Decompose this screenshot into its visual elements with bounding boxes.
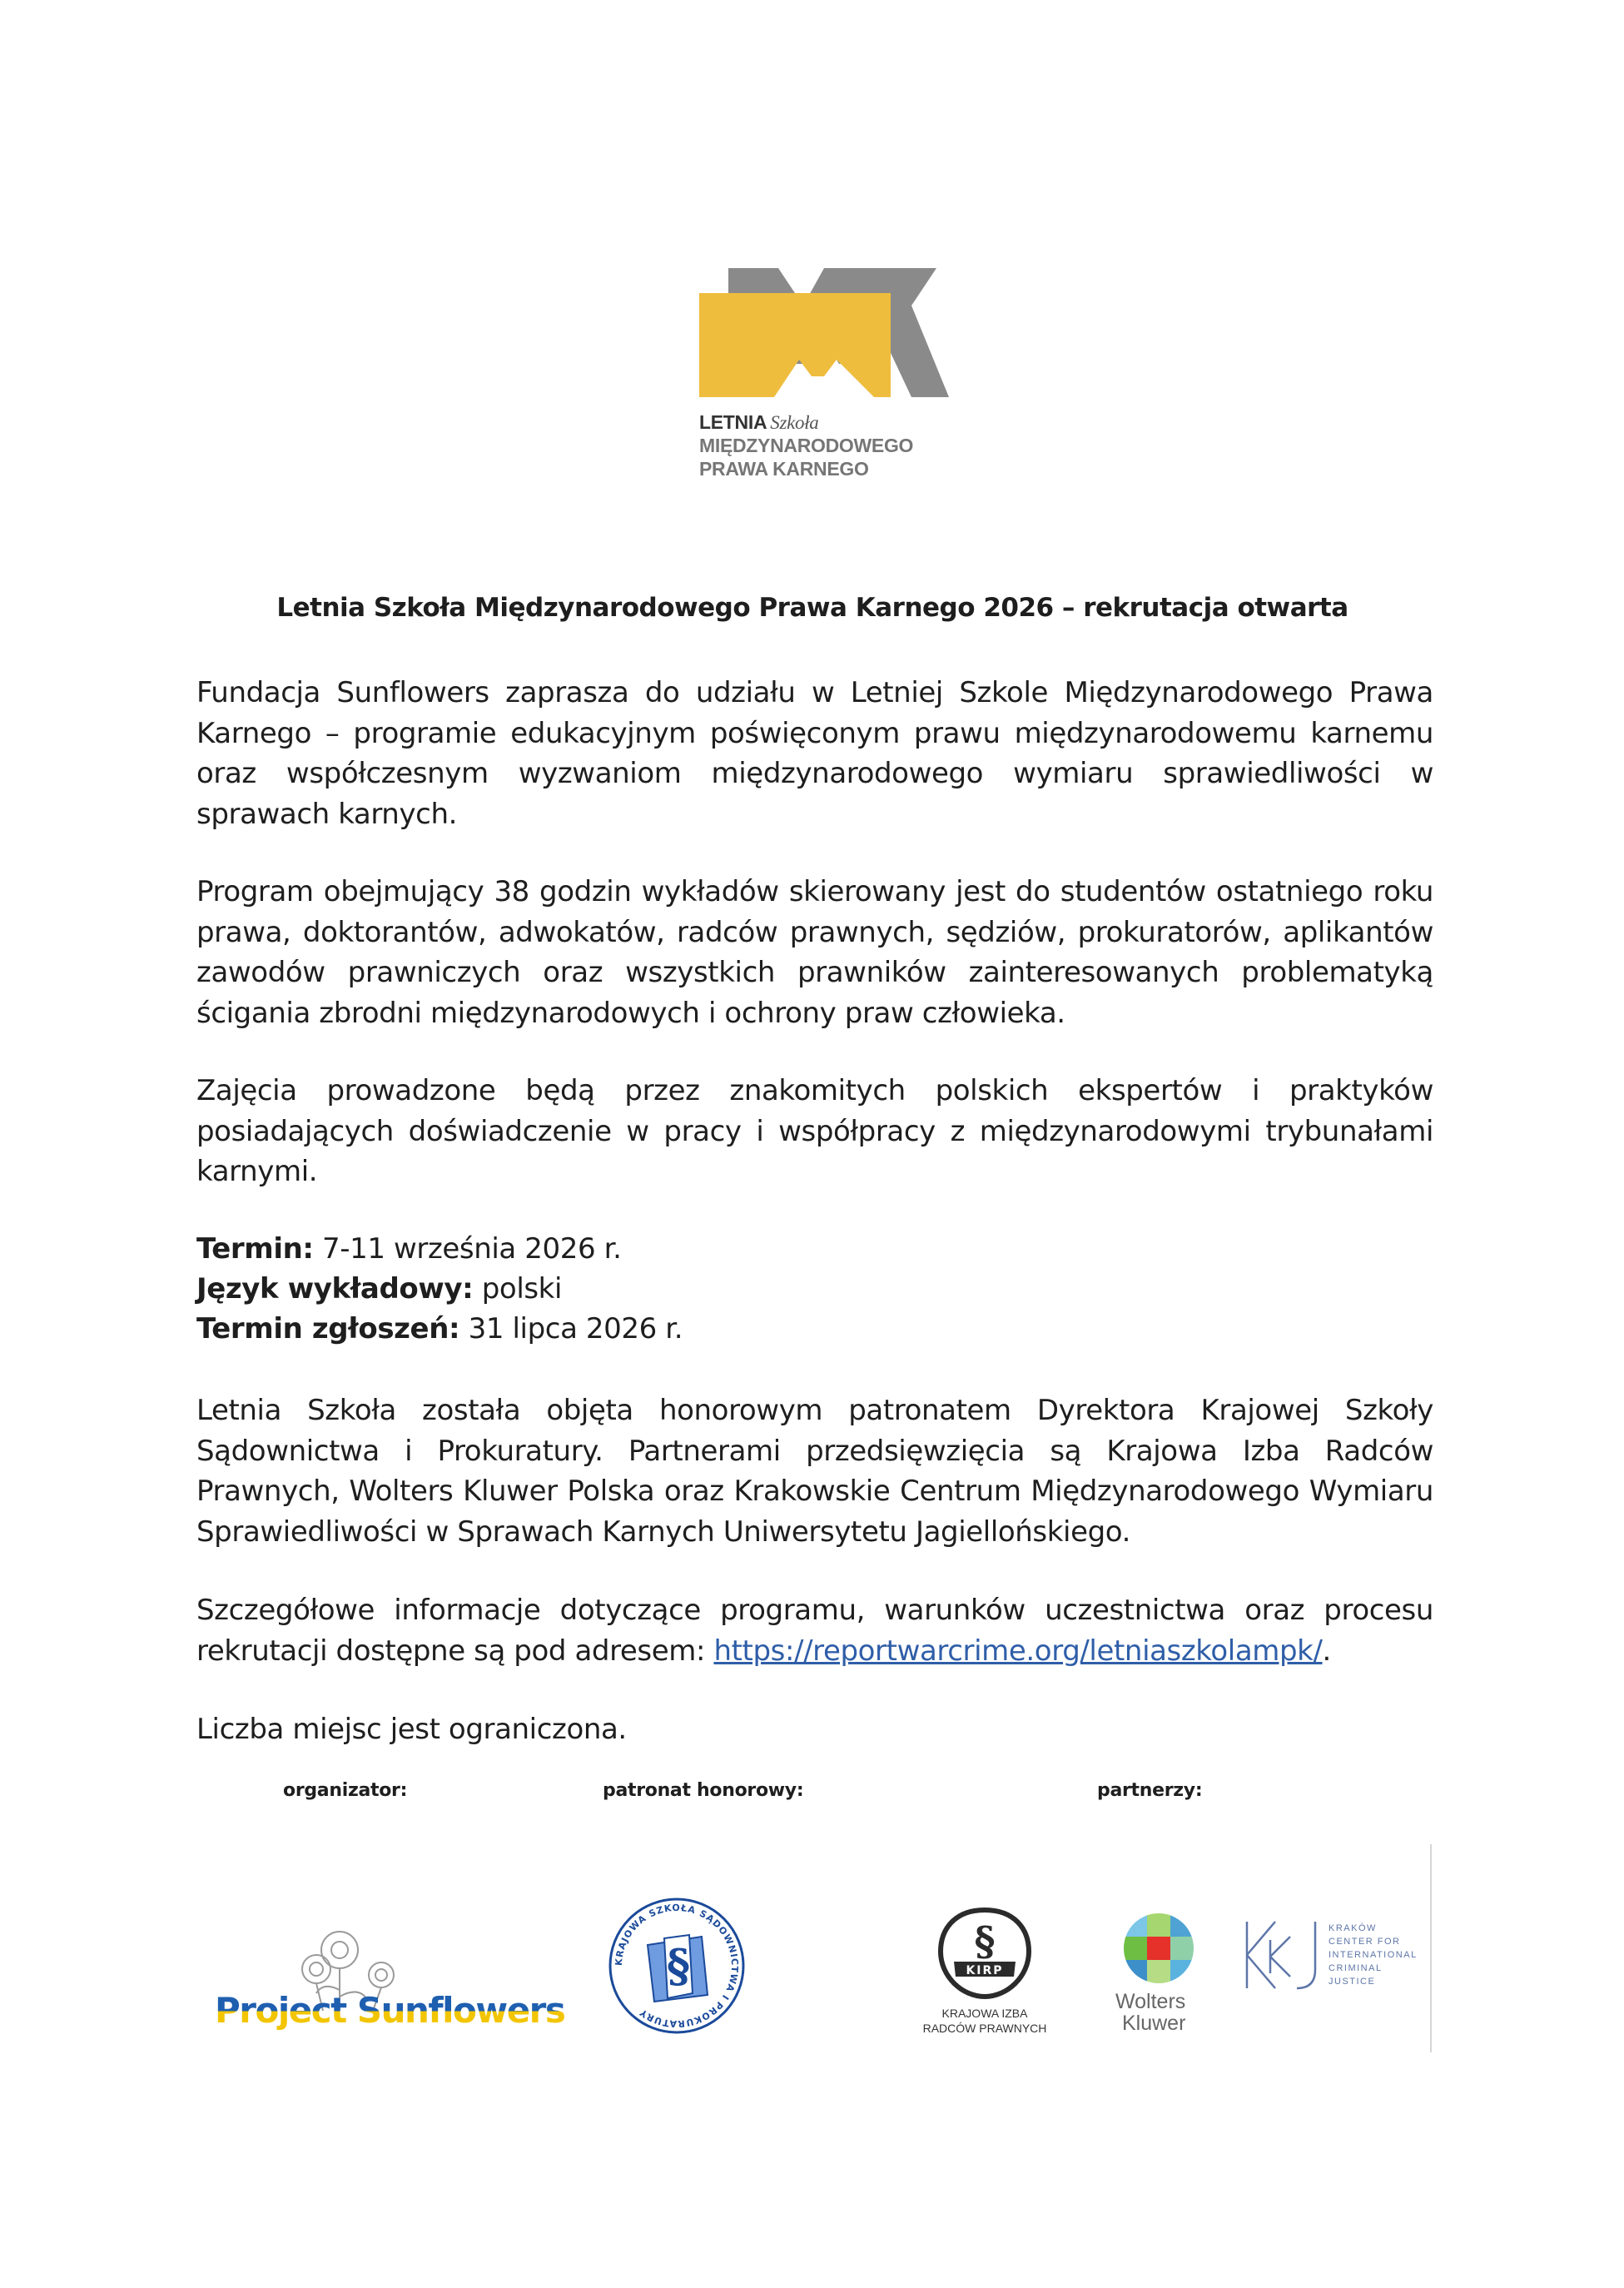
wolters-kluwer-logo — [1115, 1912, 1212, 2045]
wolters-line2: Kluwer — [1122, 2012, 1186, 2035]
detail-term-label: Termin: — [196, 1232, 314, 1266]
sunflowers-wordmark — [215, 1990, 564, 2031]
kcicj-mark-icon — [1242, 1915, 1325, 1994]
closing-line: Liczba miejsc jest ograniczona. — [196, 1713, 627, 1746]
kcicj-line5: JUSTICE — [1329, 1977, 1376, 1987]
svg-text:§: § — [974, 1918, 996, 1965]
footer-divider — [1430, 1844, 1432, 2052]
detail-language-label: Język wykładowy: — [196, 1272, 474, 1306]
kcicj-logo — [1242, 1915, 1425, 1998]
logo-line1-bold: LETNIA — [699, 411, 767, 433]
detail-deadline — [196, 1312, 683, 1345]
detail-term-value: 7-11 września 2026 r. — [313, 1232, 622, 1266]
detail-deadline-label: Termin zgłoszeń: — [196, 1312, 460, 1345]
kcicj-line4: CRIMINAL — [1329, 1963, 1383, 1973]
mpk-logo-mark — [699, 268, 949, 401]
patronage-label: patronat honorowy: — [603, 1780, 804, 1801]
kcicj-text — [1329, 1922, 1418, 1988]
program-paragraph: Program obejmujący 38 godzin wykładów skierowany jest do studentów ostatniego roku prawa, doktorantów, adwokatów, radców prawnych, sędziów, prokuratorów, aplikantów zawodów prawniczych oraz wszystkich prawników zainteresowanych problematyką ścigania zbrodni międzynarodowych i ochrony praw człowieka. — [196, 875, 1433, 1030]
partners-label: partnerzy: — [1097, 1780, 1203, 1801]
kcicj-line3: INTERNATIONAL — [1329, 1950, 1418, 1960]
logo-line3: PRAWA KARNEGO — [699, 458, 869, 480]
detail-deadline-value: 31 lipca 2026 r. — [459, 1312, 683, 1345]
kssip-logo — [606, 1895, 747, 2037]
document-title: Letnia Szkoła Międzynarodowego Prawa Karnego 2026 – rekrutacja otwarta — [276, 593, 1348, 623]
logo-line1-italic: Szkoła — [770, 412, 819, 433]
detail-language-value: polski — [473, 1272, 563, 1306]
wolters-line1: Wolters — [1115, 1990, 1186, 2013]
logo-line2: MIĘDZYNARODOWEGO — [699, 435, 914, 456]
kirp-line2: RADCÓW PRAWNYCH — [922, 2022, 1047, 2035]
intro-paragraph: Fundacja Sunflowers zaprasza do udziału w Letniej Szkole Międzynarodowego Prawa Karnego – programie edukacyjnym poświęconym prawu międzynarodowemu karnemu oraz współczesnym wyzwaniom międzynarodowego wymiaru sprawiedliwości w sprawach karnych. — [196, 676, 1433, 831]
kirp-line1: KRAJOWA IZBA — [941, 2007, 1028, 2020]
project-sunflowers-logo — [215, 1923, 565, 2040]
wolters-kluwer-mosaic-icon — [1120, 1912, 1204, 1987]
kcicj-line1: KRAKÓW — [1329, 1923, 1377, 1933]
kirp-badge-text: KIRP — [966, 1964, 1004, 1977]
lecturers-paragraph: Zajęcia prowadzone będą przez znakomitych polskich ekspertów i praktyków posiadających doświadczenie w pracy i współpracy z międzynarodowymi trybunałami karnymi. — [196, 1074, 1433, 1188]
patronage-paragraph: Letnia Szkoła została objęta honorowym patronatem Dyrektora Krajowej Szkoły Sądownictwa i Prokuratury. Partnerami przedsięwzięcia są Krajowa Izba Radców Prawnych, Wolters Kluwer Polska oraz Krakowskie Centrum Międzynarodowego Wymiaru Sprawiedliwości w Sprawach Karnych Uniwersytetu Jagiellońskiego. — [196, 1394, 1433, 1549]
detail-term — [196, 1232, 621, 1266]
kcicj-line2: CENTER FOR — [1329, 1937, 1401, 1947]
kirp-logo — [922, 1907, 1047, 2040]
info-text-end: . — [1322, 1634, 1331, 1668]
svg-text:§: § — [666, 1939, 691, 1992]
info-paragraph — [196, 1590, 1433, 1671]
kirp-emblem-icon — [922, 1907, 1047, 2002]
sunflowers-text: Project Sunflowers — [215, 1990, 565, 2031]
mpk-logo — [699, 268, 949, 485]
info-text: Szczegółowe informacje dotyczące programu, warunków uczestnictwa oraz procesu rekrutacji dostępne są pod adresem: — [196, 1594, 1433, 1668]
detail-language — [196, 1272, 562, 1306]
organizer-label: organizator: — [283, 1780, 408, 1801]
kssip-seal-icon — [606, 1895, 747, 2037]
recruitment-link[interactable]: https://reportwarcrime.org/letniaszkolampk/ — [713, 1634, 1323, 1668]
kssip-ring-text: KRAJOWA SZKOŁA SĄDOWNICTWA I PROKURATURY — [613, 1902, 741, 2030]
